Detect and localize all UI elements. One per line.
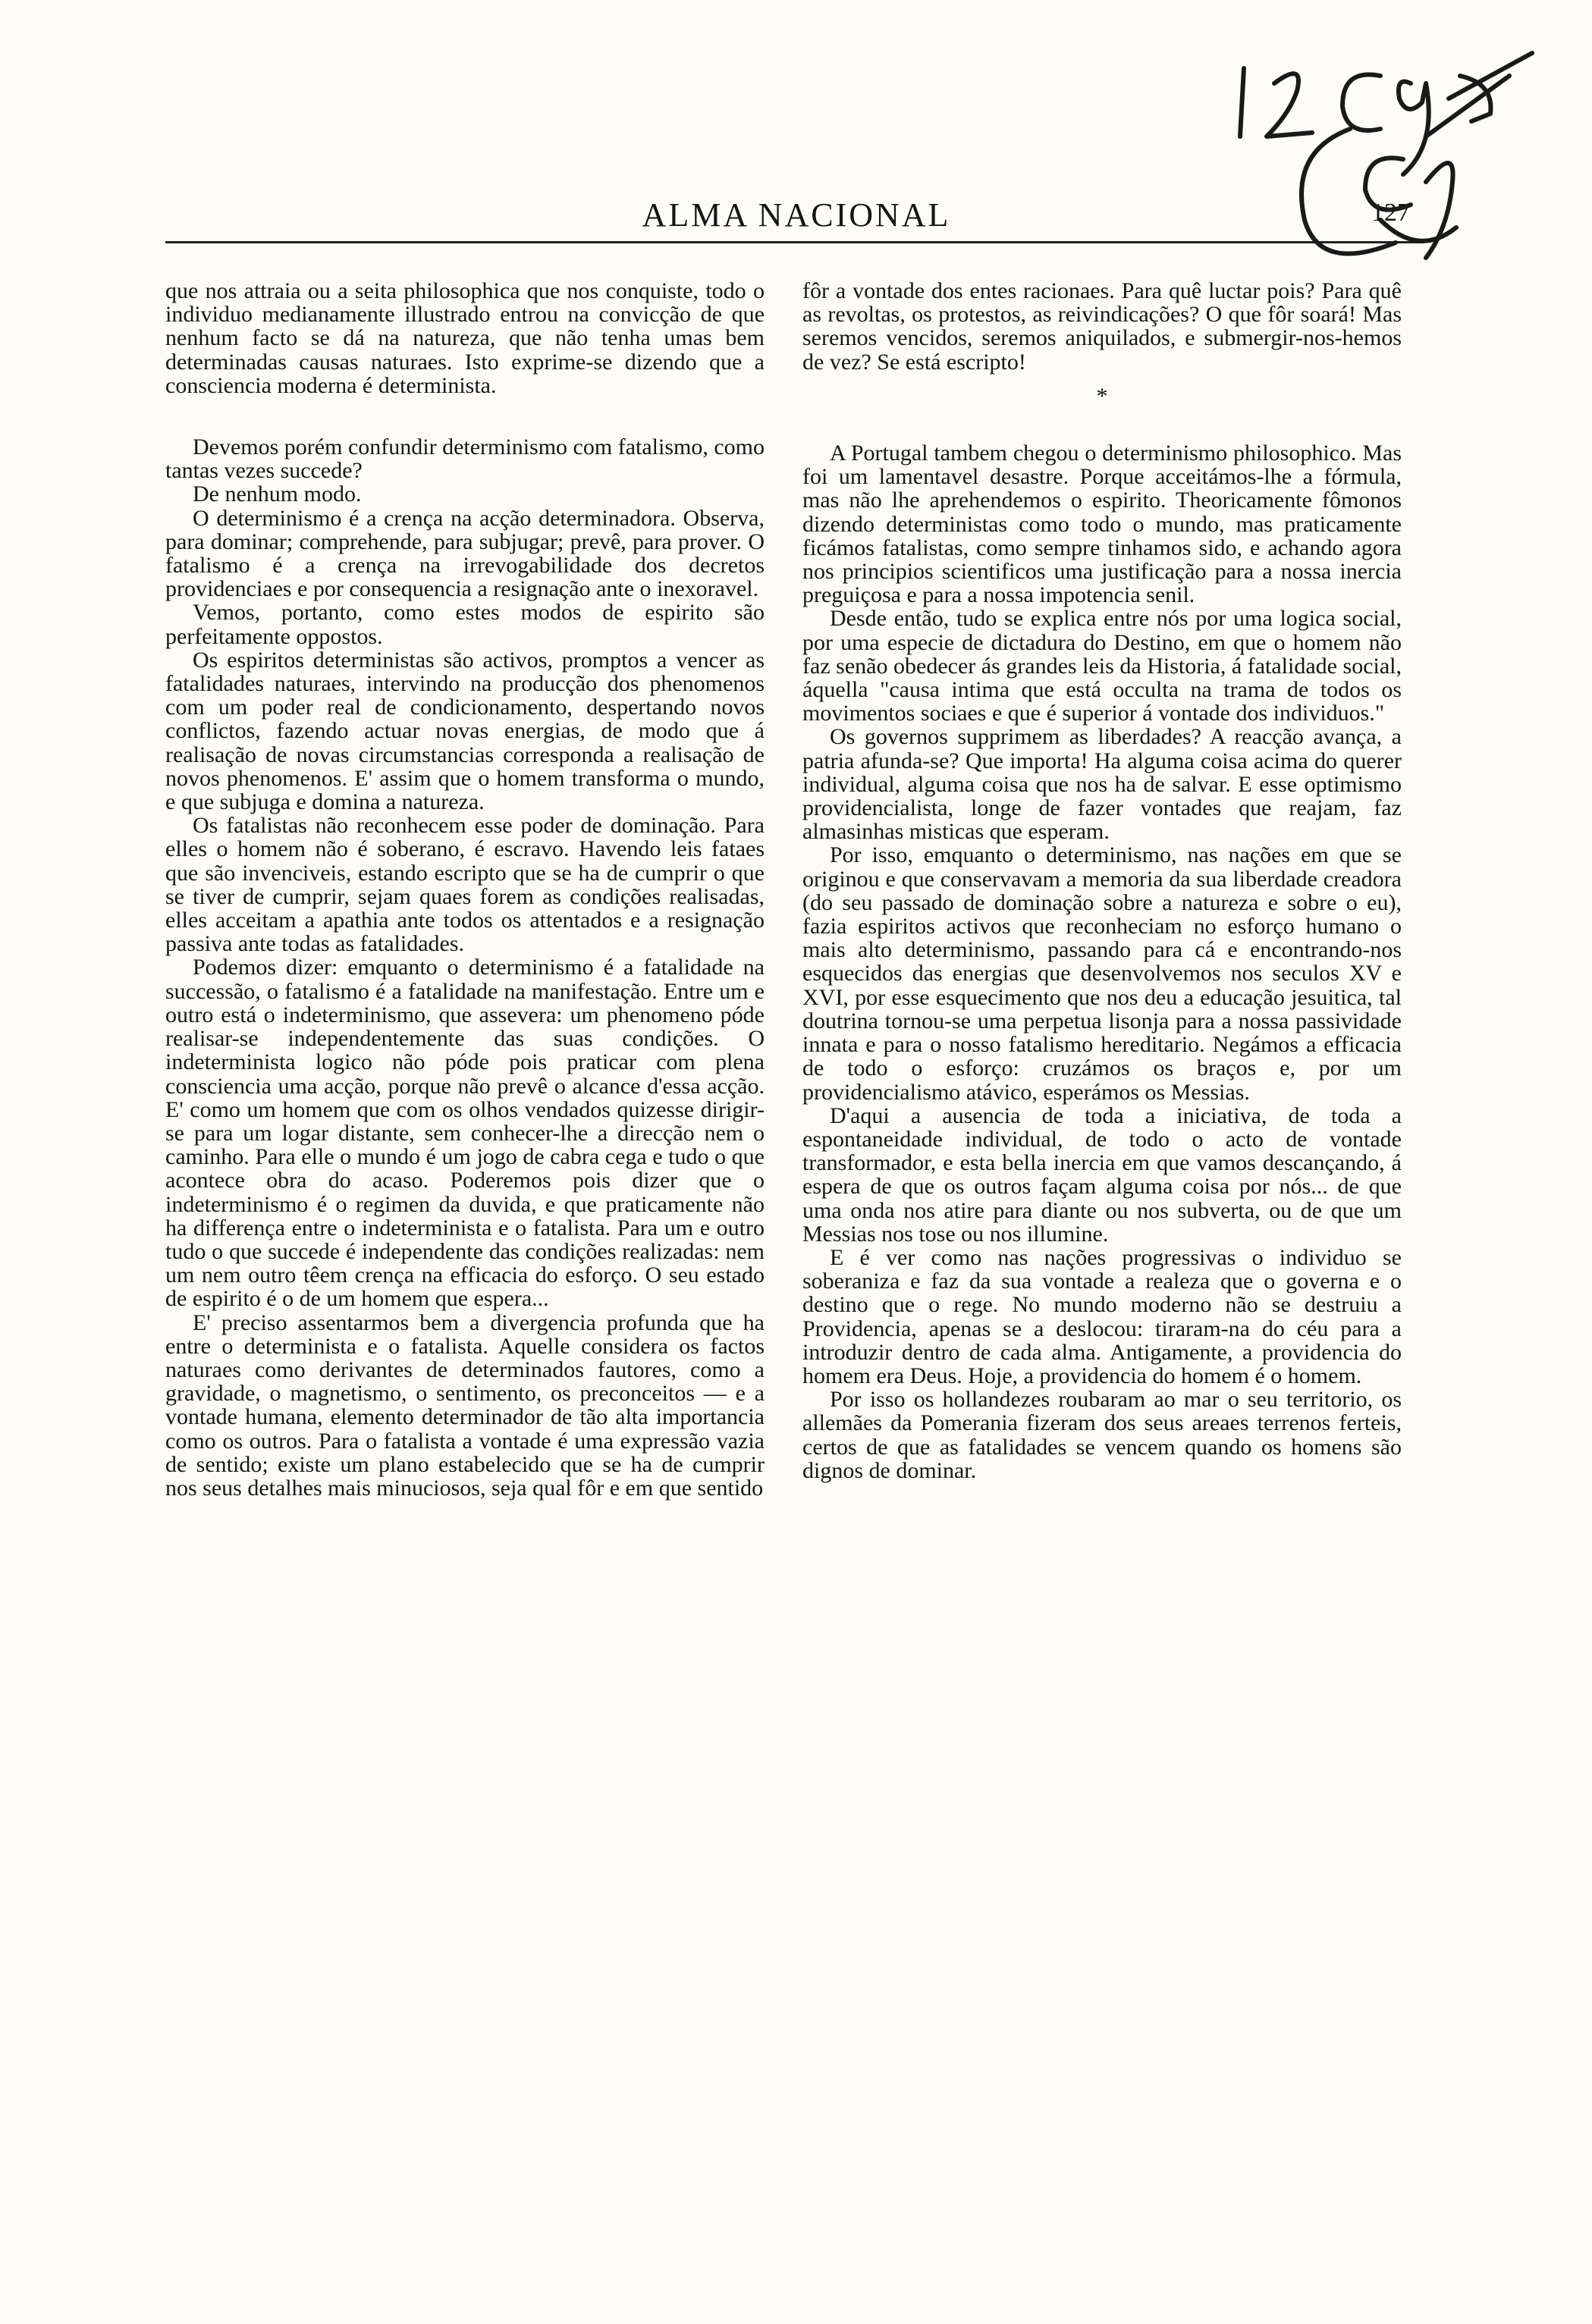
paragraph: Os fatalistas não reconhecem esse poder de dominação. Para elles o homem não é soberano, é escravo. Havendo leis fataes que são invenciveis, estando escripto que se ha de cumprir o que se tiver de cumprir, sejam quaes forem as condições realisadas, elles acceitam a apathia ante todos os attentados e a resignação passiva ante todas as fatalidades. bbox=[165, 813, 765, 957]
paragraph: que nos attraia ou a seita philosophica que nos conquiste, todo o individuo medianamente illustrado entrou na convicção de que nenhum facto se dá na natureza, que não tenha umas bem determinadas causas naturaes. Isto exprime-se dizendo que a consciencia moderna é determinista. bbox=[165, 278, 765, 398]
right-column bbox=[802, 279, 1402, 1482]
paragraph: O determinismo é a crença na acção determinadora. Observa, para dominar; comprehende, para subjugar; prevê, para prover. O fatalismo é a crença na irrevogabilidade dos decretos providenciaes e por consequencia a resignação ante o inexoravel. bbox=[165, 505, 765, 602]
paragraph: Por isso, emquanto o determinismo, nas nações em que se originou e que conservavam a memoria da sua liberdade creadora (do seu passado de dominação sobre a natureza e sobre o eu), fazia espiritos activos que reconheciam no esforço humano o mais alto determinismo, passando para cá e encontrando-nos esquecidos das energias que desenvolvemos nos seculos XV e XVI, por esse esquecimento que nos deu a educação jesuitica, tal doutrina tornou-se uma perpetua lisonja para a nossa passividade innata e para o nosso fatalismo hereditario. Negámos a efficacia de todo o esforço: cruzámos os braços e, por um providencialismo atávico, esperámos os Messias. bbox=[802, 842, 1402, 1105]
paragraph: Por isso os hollandezes roubaram ao mar o seu territorio, os allemães da Pomerania fizeram dos seus areaes terrenos ferteis, certos de que as fatalidades se vencem quando os homens são dignos de dominar. bbox=[802, 1387, 1402, 1483]
paragraph-gap bbox=[165, 397, 765, 435]
paragraph: Desde então, tudo se explica entre nós por uma logica social, por uma especie de dictadura do Destino, em que o homem não faz senão obedecer ás grandes leis da Historia, á fatalidade social, áquella "causa intima que está occulta na trama de todos os movimentos sociaes e que é superior á vontade dos individuos." bbox=[802, 606, 1402, 726]
section-separator: * bbox=[1096, 383, 1108, 409]
paragraph: fôr a vontade dos entes racionaes. Para quê luctar pois? Para quê as revoltas, os protestos, as reivindicações? O que fôr soará! Mas seremos vencidos, seremos aniquilados, e submergir-nos-hemos de vez? Se está escripto! bbox=[802, 278, 1402, 375]
paragraph: Devemos porém confundir determinismo com fatalismo, como tantas vezes succede? bbox=[165, 434, 765, 484]
paragraph: A Portugal tambem chegou o determinismo philosophico. Mas foi um lamentavel desastre. Porque acceitámos-lhe a fórmula, mas não lhe aprehendemos o espirito. Theoricamente fômonos dizendo deterministas como todo o mundo, mas praticamente ficámos fatalistas, como sempre tinhamos sido, e achando agora nos principios scientificos uma justificação para a nossa inercia preguiçosa e para a nossa impotencia senil. bbox=[802, 441, 1402, 608]
paragraph: Podemos dizer: emquanto o determinismo é a fatalidade na successão, o fatalismo é a fatalidade na manifestação. Entre um e outro está o indeterminismo, que assevera: um phenomeno póde realisar-se independentemente das suas condições. O indeterminista logico não póde pois praticar com plena consciencia uma acção, porque não prevê o alcance d'essa acção. E' como um homem que com os olhos vendados quizesse dirigir-se para um logar distante, sem conhecer-lhe a direcção nem o caminho. Para elle o mundo é um jogo de cabra cega e tudo o que acontece obra do acaso. Poderemos pois dizer que o indeterminismo é o regimen da duvida, e que praticamente não ha differença entre o indeterminista e o fatalista. Para um e outro tudo o que succede é independente das condições realizadas: nem um nem outro têem crença na efficacia do esforço. O seu estado de espirito é o de um homem que espera... bbox=[165, 955, 765, 1312]
paragraph: Os governos supprimem as liberdades? A reacção avança, a patria afunda-se? Que importa! Ha alguma coisa acima do querer individual, alguma coisa que nos ha de salvar. E esse optimismo providencialista, longe de fazer vontades que reajam, faz almasinhas misticas que esperam. bbox=[802, 724, 1402, 845]
paragraph: De nenhum modo. bbox=[193, 481, 362, 507]
paragraph: Vemos, portanto, como estes modos de espirito são perfeitamente oppostos. bbox=[165, 600, 765, 649]
running-title: ALMA NACIONAL bbox=[642, 196, 951, 234]
paragraph: E é ver como nas nações progressivas o individuo se soberaniza e faz da sua vontade a realeza que o governa e o destino que o rege. No mundo moderno não se destruiu a Providencia, apenas se a deslocou: tiraram-na do céu para a introduzir dentro de cada alma. Antigamente, a providencia do homem era Deus. Hoje, a providencia do homem é o homem. bbox=[802, 1244, 1402, 1388]
handwritten-annotation bbox=[1153, 30, 1547, 281]
paragraph: E' preciso assentarmos bem a divergencia profunda que ha entre o determinista e o fatalista. Aquelle considera os factos naturaes como derivantes de determinados fautores, como a gravidade, o magnetismo, o sentimento, os preconceitos — e a vontade humana, elemento determinador de tão alta importancia como os outros. Para o fatalista a vontade é uma expressão vazia de sentido; existe um plano estabelecido que se ha de cumprir nos seus detalhes mais minuciosos, seja qual fôr e em que sentido bbox=[165, 1309, 765, 1501]
page-number: 127 bbox=[1371, 199, 1410, 227]
paragraph: D'aqui a ausencia de toda a iniciativa, de toda a espontaneidade individual, de todo o acto de vontade transformador, e esta bella inercia em que vamos descançando, á espera de que os outros façam alguma coisa por nós... de que uma onda nos atire para diante ou nos subverta, ou de que um Messias nos tose ou nos illumine. bbox=[802, 1102, 1402, 1247]
paragraph: Os espiritos deterministas são activos, promptos a vencer as fatalidades naturaes, intervindo na producção dos phenomenos com um poder real de condicionamento, despertando novos conflictos, fazendo actuar novas energias, de modo que á realisação de novas circumstancias corresponda a realisação de novos phenomenos. E' assim que o homem transforma o mundo, e que subjuga e domina a natureza. bbox=[165, 647, 765, 815]
left-column bbox=[165, 279, 765, 1500]
